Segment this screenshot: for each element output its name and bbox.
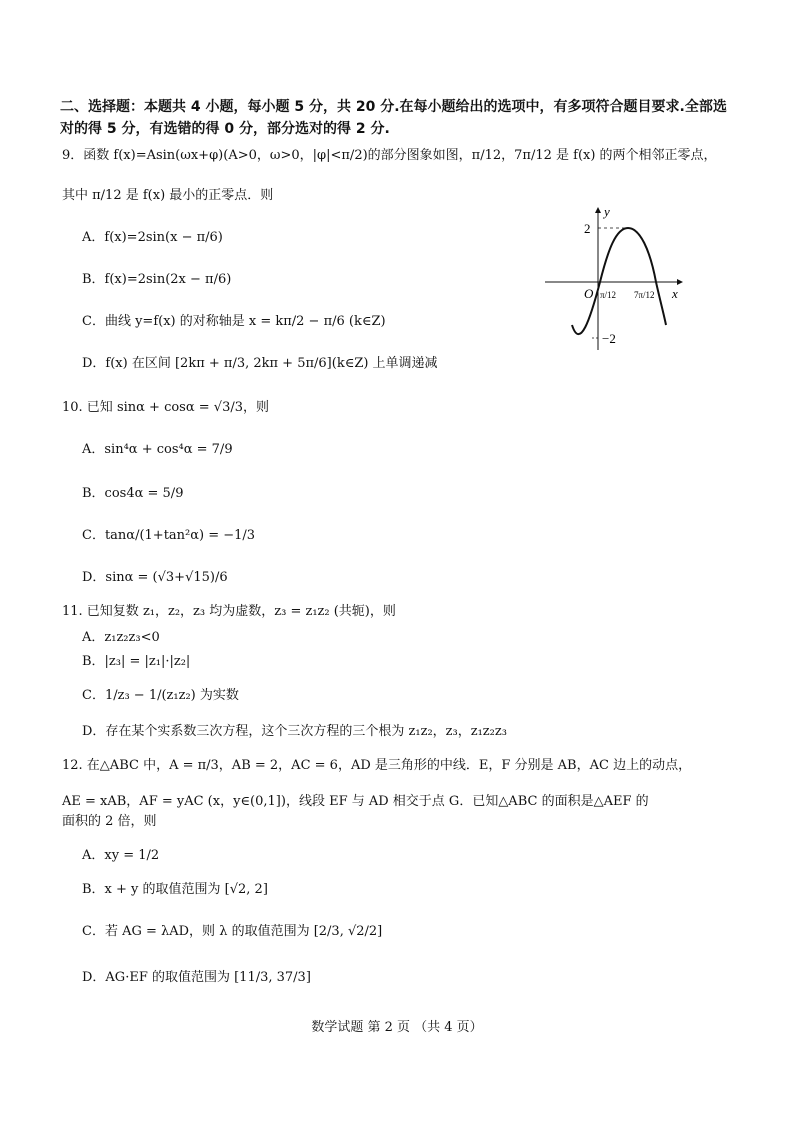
- q9-stem-d: 其中 π/12 是 f(x) 最小的正零点．则: [62, 188, 274, 203]
- q10-stem: 10. 已知 sinα + cosα = √3/3，则: [62, 400, 269, 415]
- y-min-label: −2: [602, 331, 616, 346]
- q9-stem-line1: [62, 146, 717, 166]
- q10-option-d: D．sinα = (√3+√15)/6: [82, 570, 228, 585]
- q10-option-c: C．tanα/(1+tan²α) = −1/3: [82, 528, 256, 543]
- q9-option-c: C．曲线 y=f(x) 的对称轴是 x = kπ/2 − π/6 (k∈Z): [82, 314, 386, 329]
- y-max-label: 2: [584, 221, 591, 236]
- q11-option-b: B．|z₃| = |z₁|·|z₂|: [82, 654, 191, 669]
- tick-7pi-12: 7π/12: [634, 290, 655, 300]
- q12-option-d: D．AG·EF 的取值范围为 [11/3, 37/3]: [82, 970, 311, 985]
- x-axis-label: x: [672, 286, 678, 301]
- q9-stem-frac: π/2: [341, 148, 363, 163]
- sine-curve: [572, 228, 666, 334]
- q11-option-d: D．存在某个实系数三次方程，这个三次方程的三个根为 z₁z₂，z₃，z₁z₂z₃: [82, 724, 507, 739]
- q9-option-d: D．f(x) 在区间 [2kπ + π/3, 2kπ + 5π/6](k∈Z) 上单调递减: [82, 356, 438, 371]
- page-footer: 数学试题 第 2 页 （共 4 页）: [311, 1020, 483, 1035]
- q10-option-b: B．cos4α = 5/9: [82, 486, 184, 501]
- q9-option-a: A．f(x)=2sin(x − π/6): [82, 230, 223, 245]
- q9-option-b: B．f(x)=2sin(2x − π/6): [82, 272, 232, 287]
- q12-option-a: A．xy = 1/2: [82, 848, 160, 863]
- q9-stem-a: 9．函数 f(x)=Asin(ωx+φ)(A>0，ω>0，|φ|<: [62, 148, 342, 163]
- q11-option-a: A．z₁z₂z₃<0: [82, 630, 160, 645]
- y-axis-label: y: [604, 204, 610, 219]
- q9-stem-c: π/12，7π/12 是 f(x) 的两个相邻正零点，: [471, 148, 717, 163]
- q12-stem-c: 面积的 2 倍，则: [62, 814, 157, 829]
- q12-option-c: C．若 AG = λAD，则 λ 的取值范围为 [2/3, √2/2]: [82, 924, 383, 939]
- origin-label: O: [584, 286, 594, 301]
- section-title: 二、选择题：本题共 4 小题，每小题 5 分，共 20 分.在每小题给出的选项中，有多项符合题目要求.全部选对的得 5 分，有选错的得 0 分，部分选对的得 2 分.: [60, 99, 727, 137]
- q9-stem-b: )的部分图象如图，: [362, 148, 472, 163]
- q11-option-c: C．1/z₃ − 1/(z₁z₂) 为实数: [82, 688, 239, 703]
- q10-option-a: A．sin⁴α + cos⁴α = 7/9: [82, 442, 233, 457]
- sine-graph: [540, 200, 690, 350]
- q11-stem: 11. 已知复数 z₁，z₂，z₃ 均为虚数，z₃ = z₁z₂ (共轭)，则: [62, 604, 396, 619]
- q12-stem-b: AE = xAB，AF = yAC (x，y∈(0,1])，线段 EF 与 AD 相交于点 G．已知△ABC 的面积是△AEF 的: [62, 794, 649, 809]
- q12-option-b: B．x + y 的取值范围为 [√2, 2]: [82, 882, 268, 897]
- q12-stem-a: 12. 在△ABC 中，A = π/3，AB = 2，AC = 6，AD 是三角形的中线．E，F 分别是 AB，AC 边上的动点，: [62, 758, 692, 773]
- tick-pi-12: π/12: [600, 290, 617, 300]
